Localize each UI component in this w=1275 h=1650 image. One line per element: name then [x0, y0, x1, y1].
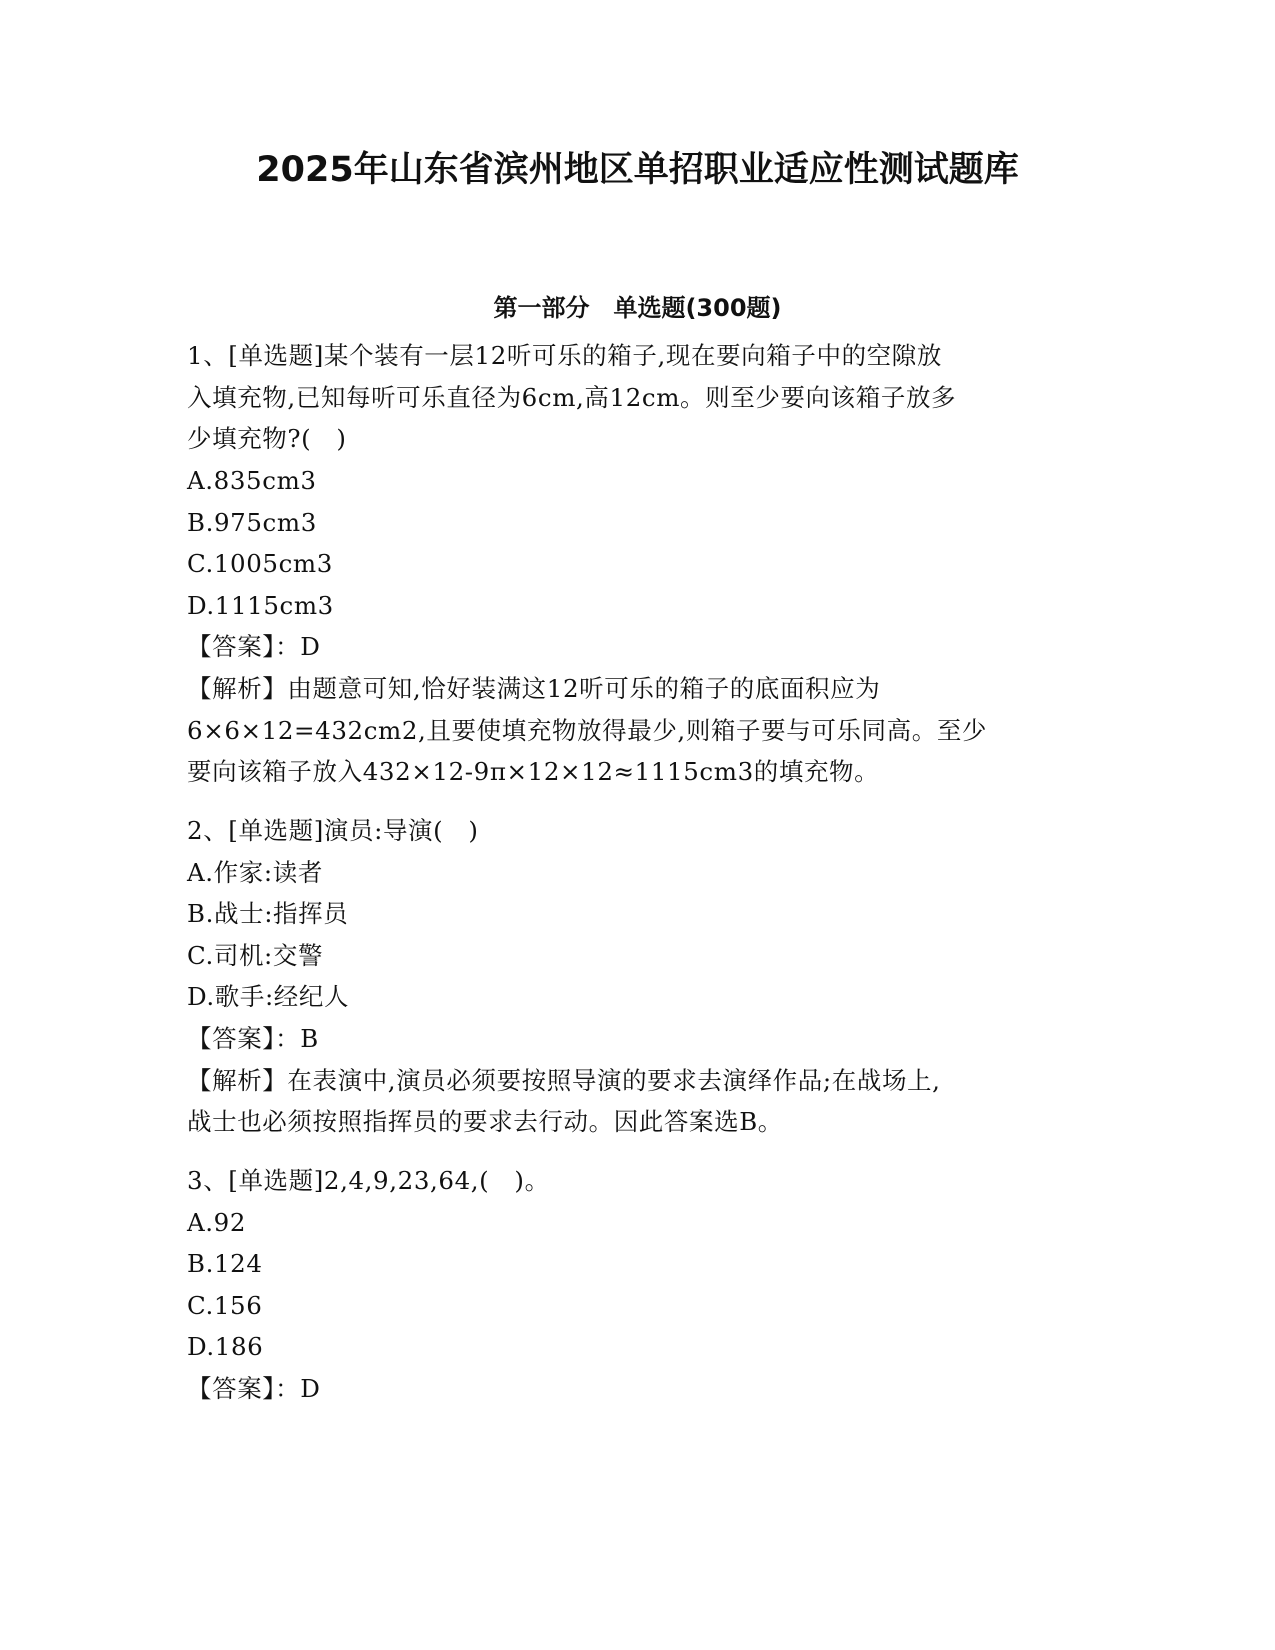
question-3-option-d: D.186	[187, 1332, 264, 1361]
document-title: 2025年山东省滨州地区单招职业适应性测试题库	[256, 150, 1019, 190]
question-1-explanation-line-1: 【解析】由题意可知,恰好装满这12听可乐的箱子的底面积应为	[187, 674, 881, 703]
question-3-option-b: B.124	[187, 1249, 263, 1278]
question-3-stem-line-1: 3、[单选题]2,4,9,23,64,( )。	[187, 1166, 550, 1195]
question-3-answer: 【答案】：D	[187, 1374, 321, 1403]
question-2-explanation-line-2: 战士也必须按照指挥员的要求去行动。因此答案选B。	[187, 1107, 783, 1136]
question-1-option-c: C.1005cm3	[187, 549, 333, 578]
question-1-option-b: B.975cm3	[187, 508, 317, 537]
question-1-explanation-line-3: 要向该箱子放入432×12-9π×12×12≈1115cm3的填充物。	[187, 757, 880, 786]
question-2-stem-line-1: 2、[单选题]演员:导演( )	[187, 816, 479, 845]
question-1-stem-line-3: 少填充物?( )	[187, 424, 347, 453]
question-2-answer: 【答案】：B	[187, 1024, 319, 1053]
question-3-option-c: C.156	[187, 1291, 263, 1320]
question-2-option-c: C.司机:交警	[187, 941, 324, 970]
question-1-stem-line-1: 1、[单选题]某个装有一层12听可乐的箱子,现在要向箱子中的空隙放	[187, 341, 942, 370]
question-1-answer: 【答案】：D	[187, 632, 321, 661]
question-2-explanation-line-1: 【解析】在表演中,演员必须要按照导演的要求去演绎作品;在战场上,	[187, 1066, 941, 1095]
question-2-option-b: B.战士:指挥员	[187, 899, 349, 928]
question-2-option-a: A.作家:读者	[187, 858, 323, 887]
question-1-option-d: D.1115cm3	[187, 591, 334, 620]
question-2-option-d: D.歌手:经纪人	[187, 982, 350, 1011]
question-1-stem-line-2: 入填充物,已知每听可乐直径为6cm,高12cm。则至少要向该箱子放多	[187, 383, 957, 412]
question-3-option-a: A.92	[187, 1208, 247, 1237]
section-title: 第一部分 单选题(300题)	[493, 294, 782, 322]
question-1-explanation-line-2: 6×6×12=432cm2,且要使填充物放得最少,则箱子要与可乐同高。至少	[187, 716, 988, 745]
question-1-option-a: A.835cm3	[187, 466, 317, 495]
